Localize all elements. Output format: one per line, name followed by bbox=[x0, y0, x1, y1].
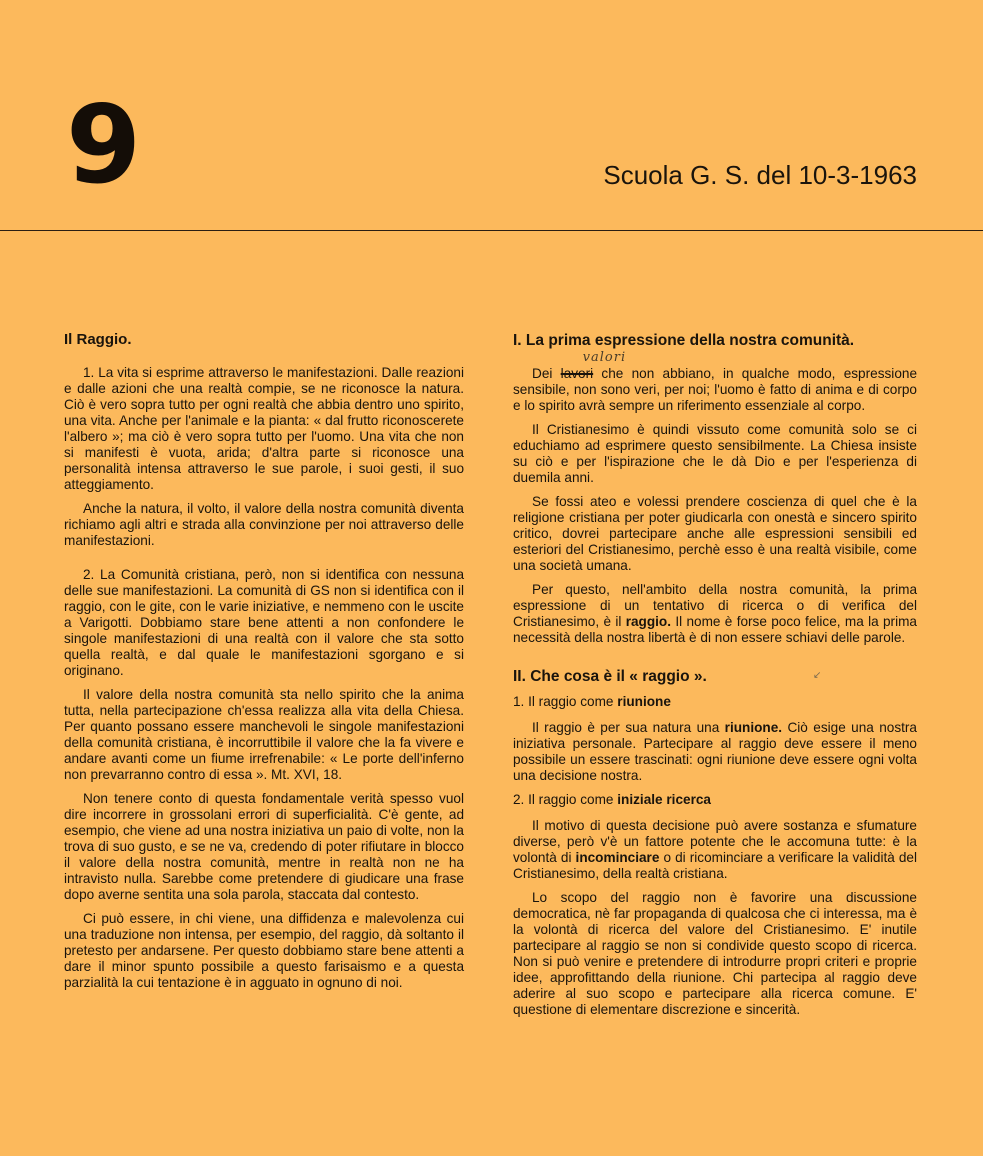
paragraph: Ci può essere, in chi viene, una diffidenza e malevolenza cui una traduzione non intensa, per esempio, del raggio, dà soltanto il pretesto per andarsene. Per questo dobbiamo stare bene attenti a dare il minor spunto possibile a questo farisaismo e a questa parzialità la cui tentazione è in agguato in ognuno di noi. bbox=[64, 911, 464, 990]
bold-term: riunione. bbox=[724, 720, 783, 735]
paragraph: 2. La Comunità cristiana, però, non si identifica con nessuna delle sue manifestazioni. La comunità di GS non si identifica con il raggio, con le gite, con le varie iniziative, e nemmeno con le uscite a Varigotti. Dobbiamo stare bene attenti a non confondere le singole manifestazioni di una realtà con il valore che sta sotto quella realtà, e dal quale le manifestazioni sgorgano e si originano. bbox=[64, 567, 464, 678]
subsection-title bbox=[513, 694, 917, 710]
paragraph-text: Il motivo di questa decisione può avere sostanza e sfumature diverse, però v'è un fattore potente che le accomuna tutte: è la volontà di bbox=[513, 818, 917, 865]
page-number: 9 bbox=[66, 83, 142, 208]
bold-term: iniziale ricerca bbox=[617, 792, 711, 807]
paragraph: Non tenere conto di questa fondamentale verità spesso vuol dire incorrere in grossolani errori di superficialità. C'è gente, ad esempio, che viene ad una nostra iniziativa un paio di volte, non la trova di suo gusto, e se ne va, credendo di poter rifiutare in blocco il valore della nostra comunità, mentre in realtà non ne ha intravisto nulla. Sarebbe come pretendere di giudicare una frase dopo averne sentita una sola parola, staccata dal contesto. bbox=[64, 791, 464, 902]
subsection-title bbox=[513, 792, 917, 808]
header-title: Scuola G. S. del 10-3-1963 bbox=[603, 160, 917, 190]
paragraph-text: o di ricominciare a verificare la validità del Cristianesimo, della realtà cristiana. bbox=[513, 850, 918, 881]
section-title-che-cosa: II. Che cosa è il « raggio ». bbox=[513, 668, 707, 685]
subsection-text: 1. Il raggio come bbox=[513, 694, 614, 709]
bold-term: riunione bbox=[617, 694, 671, 709]
section-title-prima-espressione: I. La prima espressione della nostra comunità. bbox=[513, 332, 855, 349]
handwritten-correction bbox=[560, 350, 627, 381]
section-title-raggio: Il Raggio. bbox=[64, 331, 132, 348]
right-column bbox=[513, 332, 917, 1026]
struck-word: lavori bbox=[560, 366, 594, 381]
paragraph-text: Ciò esige una nostra iniziativa personale. Partecipare al raggio deve essere il meno possibile un essere trascinati: ogni riunione deve essere ogni volta una decisione nostra. bbox=[513, 720, 917, 783]
paragraph-text: Il nome è forse poco felice, ma la prima necessità della nostra libertà è di non essere schiavi delle parole. bbox=[513, 614, 917, 645]
paragraph-text: Per questo, nell'ambito della nostra comunità, la prima espressione di un tentativo di ricerca o di verifica del Cristianesimo, è il bbox=[513, 582, 917, 629]
paragraph: Lo scopo del raggio non è favorire una discussione democratica, nè far propaganda di qualcosa che ci interessa, ma è la volontà di ricerca del valore del Cristianesimo. E' inutile partecipare al raggio se non si condivide questo scopo di ricerca. Non si può venire e pretendere di introdurre propri criteri e proprie idee, approfittando della riunione. Chi partecipa al raggio deve aderire al suo scopo e partecipare alla ricerca comune. E' questione di elementare discrezione e sincerità. bbox=[513, 890, 917, 1017]
paragraph: Il valore della nostra comunità sta nello spirito che la anima tutta, nella partecipazione ch'essa realizza alla vita della Chiesa. Per quanto possano essere manchevoli le singole manifestazioni della comunità cristiana, è incorruttibile il valore che la fa vivere e andare avanti come un fiume irrefrenabile: « Le porte dell'inferno non prevarranno contro di essa ». Mt. XVI, 18. bbox=[64, 687, 464, 782]
header-divider bbox=[0, 230, 983, 231]
paragraph: 1. La vita si esprime attraverso le manifestazioni. Dalle reazioni e dalle azioni che una realtà compie, se ne riconosce la natura. Ciò è vero sopra tutto per ogni realtà che abbia dentro uno spirito, una vita. Anche per l'animale e la pianta: « dal frutto riconoscerete l'albero »; ma ciò è vero sopra tutto per l'uomo. Una vita che non si manifesti è vuota, arida; d'altra parte si riconosce una personalità intensa attraverso le sue parole, i suoi gesti, il suo atteggiamento. bbox=[64, 365, 464, 492]
handwritten-note: valori bbox=[582, 350, 627, 365]
paragraph-text: Il raggio è per sua natura una bbox=[532, 720, 720, 735]
paragraph: Anche la natura, il volto, il valore della nostra comunità diventa richiamo agli altri e strada alla convinzione per noi attraverso delle manifestazioni. bbox=[64, 501, 464, 548]
left-column bbox=[64, 331, 464, 999]
pencil-mark-icon: ↙ bbox=[813, 670, 822, 681]
paragraph bbox=[513, 350, 917, 414]
paragraph-text: Dei bbox=[532, 366, 553, 381]
paragraph: Il Cristianesimo è quindi vissuto come comunità solo se ci educhiamo ad esprimere questo sensibilmente. La Chiesa insiste su ciò e per l'ispirazione che le dà Dio e per l'esperienza di duemila anni. bbox=[513, 422, 917, 485]
paragraph bbox=[513, 582, 917, 646]
subsection-text: 2. Il raggio come bbox=[513, 792, 614, 807]
paragraph bbox=[513, 720, 917, 784]
bold-term: raggio. bbox=[625, 614, 672, 629]
paragraph bbox=[513, 818, 917, 882]
bold-term: incominciare bbox=[575, 850, 660, 865]
paragraph-text: che non abbiano, in qualche modo, espressione sensibile, non sono veri, per noi; l'uomo è fatto di anima e di corpo e lo spirito avrà sempre un riferimento essenziale al corpo. bbox=[513, 366, 917, 413]
paragraph: Se fossi ateo e volessi prendere coscienza di quel che è la religione cristiana per poter giudicarla con onestà e sincero spirito critico, dovrei partecipare anche alle espressioni sensibili ed esteriori del Cristianesimo, perchè esso è una realtà visibile, come una società umana. bbox=[513, 494, 917, 573]
